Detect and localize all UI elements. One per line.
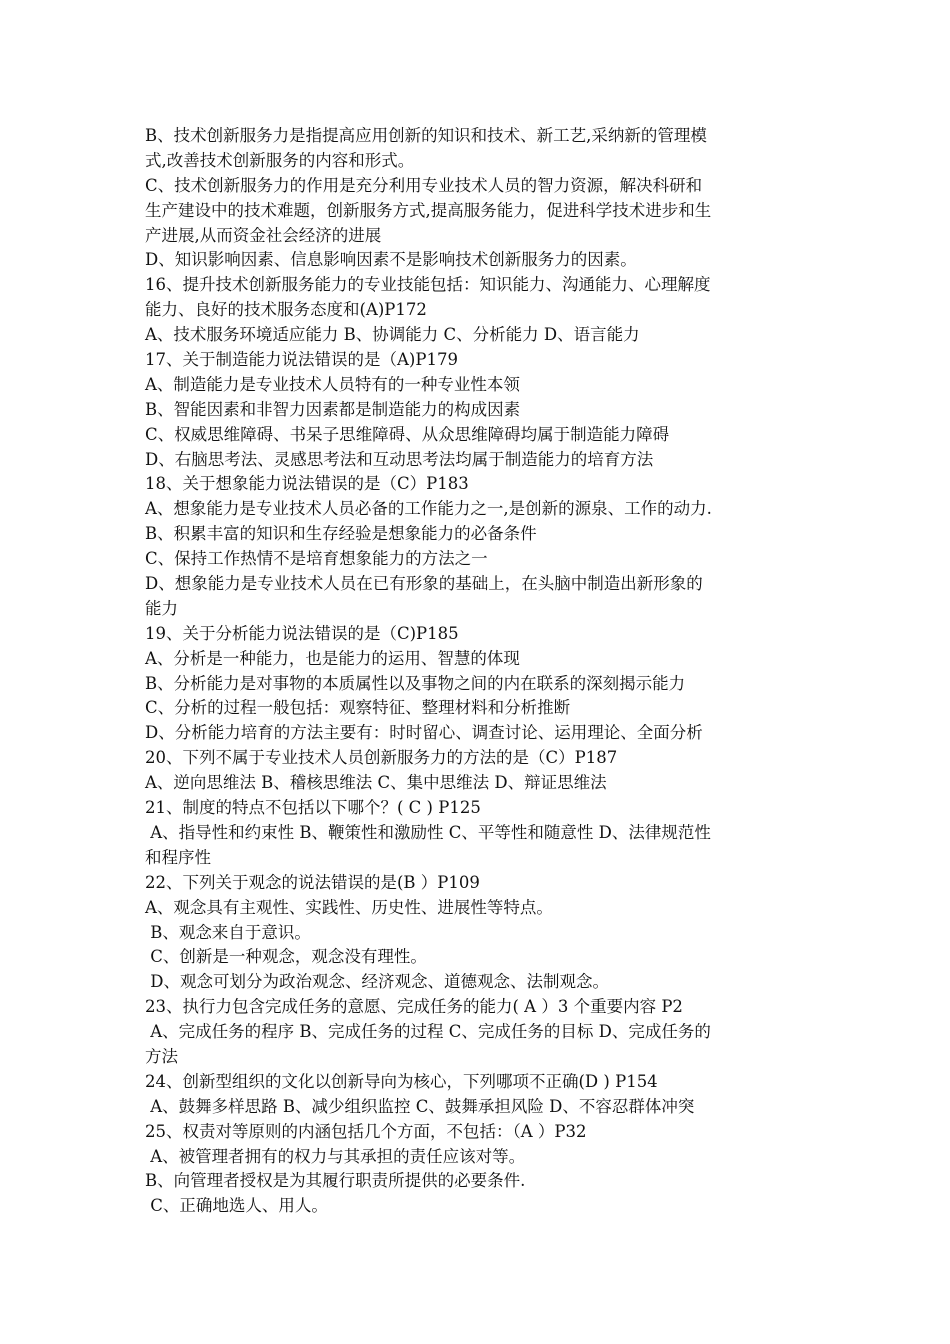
document-body — [145, 124, 810, 1219]
text-line: D、想象能力是专业技术人员在已有形象的基础上，在头脑中制造出新形象的 — [145, 574, 703, 594]
text-line: 方法 — [145, 1046, 178, 1066]
text-line: C、技术创新服务力的作用是充分利用专业技术人员的智力资源，解决科研和 — [145, 175, 703, 195]
text-line: A、逆向思维法 B、稽核思维法 C、集中思维法 D、辩证思维法 — [145, 773, 607, 793]
text-line: A、制造能力是专业技术人员特有的一种专业性本领 — [145, 374, 520, 394]
text-line: A、技术服务环境适应能力 B、协调能力 C、分析能力 D、语言能力 — [145, 325, 640, 345]
text-line: 产进展,从而资金社会经济的进展 — [145, 225, 382, 245]
text-line: 18、关于想象能力说法错误的是（C）P183 — [145, 474, 469, 494]
text-line: A、完成任务的程序 B、完成任务的过程 C、完成任务的目标 D、完成任务的 — [145, 1022, 711, 1042]
text-line: C、保持工作热情不是培育想象能力的方法之一 — [145, 549, 488, 569]
text-line: A、想象能力是专业技术人员必备的工作能力之一,是创新的源泉、工作的动力. — [145, 499, 712, 519]
text-line: C、正确地选人、用人。 — [145, 1196, 328, 1216]
text-line: C、分析的过程一般包括：观察特征、整理材料和分析推断 — [145, 698, 571, 718]
text-line: 19、关于分析能力说法错误的是（C)P185 — [145, 623, 459, 643]
text-line: 23、执行力包含完成任务的意愿、完成任务的能力( A ）3 个重要内容 P2 — [145, 997, 683, 1017]
text-line: A、分析是一种能力，也是能力的运用、智慧的体现 — [145, 648, 520, 668]
text-line: D、右脑思考法、灵感思考法和互动思考法均属于制造能力的培育方法 — [145, 449, 654, 469]
text-line: A、指导性和约束性 B、鞭策性和激励性 C、平等性和随意性 D、法律规范性 — [145, 822, 711, 842]
text-line: C、创新是一种观念，观念没有理性。 — [145, 947, 427, 967]
text-line: C、权威思维障碍、书呆子思维障碍、从众思维障碍均属于制造能力障碍 — [145, 424, 670, 444]
text-line: A、鼓舞多样思路 B、减少组织监控 C、鼓舞承担风险 D、不容忍群体冲突 — [145, 1096, 695, 1116]
text-line: D、观念可划分为政治观念、经济观念、道德观念、法制观念。 — [145, 972, 609, 992]
text-line: 式,改善技术创新服务的内容和形式。 — [145, 150, 415, 170]
text-line: 生产建设中的技术难题，创新服务方式,提高服务能力，促进科学技术进步和生 — [145, 200, 712, 220]
text-line: A、被管理者拥有的权力与其承担的责任应该对等。 — [145, 1146, 526, 1166]
text-line: B、智能因素和非智力因素都是制造能力的构成因素 — [145, 399, 521, 419]
text-line: 20、下列不属于专业技术人员创新服务力的方法的是（C）P187 — [145, 748, 618, 768]
text-line: D、分析能力培育的方法主要有：时时留心、调查讨论、运用理论、全面分析 — [145, 723, 703, 743]
text-line: 能力 — [145, 598, 178, 618]
text-line: B、技术创新服务力是指提高应用创新的知识和技术、新工艺,采纳新的管理模 — [145, 126, 707, 145]
text-line: 16、提升技术创新服务能力的专业技能包括：知识能力、沟通能力、心理解度 — [145, 275, 711, 295]
text-line: B、分析能力是对事物的本质属性以及事物之间的内在联系的深刻揭示能力 — [145, 673, 686, 693]
text-line: 22、下列关于观念的说法错误的是(B ）P109 — [145, 872, 480, 892]
text-line: A、观念具有主观性、实践性、历史性、进展性等特点。 — [145, 897, 553, 917]
text-line: 能力、良好的技术服务态度和(A)P172 — [145, 300, 427, 320]
text-line: 25、权责对等原则的内涵包括几个方面，不包括：（A ）P32 — [145, 1121, 587, 1141]
text-line: 21、制度的特点不包括以下哪个？( C ) P125 — [145, 798, 481, 818]
text-line: 17、关于制造能力说法错误的是（A)P179 — [145, 350, 458, 370]
text-line: B、向管理者授权是为其履行职责所提供的必要条件. — [145, 1171, 526, 1191]
text-line: D、知识影响因素、信息影响因素不是影响技术创新服务力的因素。 — [145, 250, 637, 270]
text-line: B、观念来自于意识。 — [145, 922, 311, 942]
text-line: 和程序性 — [145, 847, 211, 867]
text-line: B、积累丰富的知识和生存经验是想象能力的必备条件 — [145, 524, 537, 544]
text-line: 24、创新型组织的文化以创新导向为核心，下列哪项不正确(D ) P154 — [145, 1071, 658, 1091]
